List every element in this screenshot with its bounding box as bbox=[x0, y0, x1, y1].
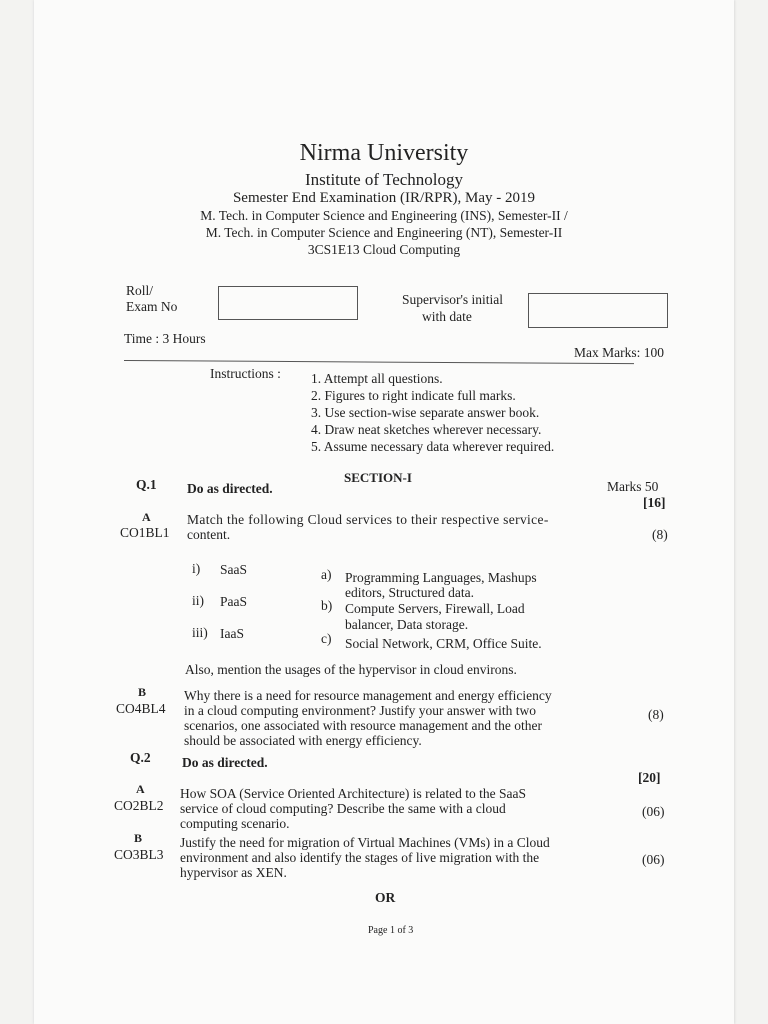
instruction-item: 4. Draw neat sketches wherever necessary. bbox=[311, 422, 542, 437]
match-right-key: b) bbox=[321, 598, 333, 613]
roll-label: Roll/ bbox=[126, 283, 154, 298]
question-title: Do as directed. bbox=[187, 481, 273, 496]
match-right-item: editors, Structured data. bbox=[345, 585, 474, 600]
instruction-item: 3. Use section-wise separate answer book. bbox=[311, 405, 540, 420]
match-left-key: iii) bbox=[192, 625, 208, 640]
course-outcome-code: CO2BL2 bbox=[114, 798, 164, 813]
program-line-1: M. Tech. in Computer Science and Engineering (INS), Semester-II / bbox=[200, 208, 568, 223]
section-title: SECTION-I bbox=[344, 470, 412, 485]
question-text-line: service of cloud computing? Describe the same with a cloud bbox=[180, 801, 506, 816]
supervisor-initial-box[interactable] bbox=[528, 293, 668, 328]
question-text-line: Why there is a need for resource management and energy efficiency bbox=[184, 688, 552, 703]
instruction-item: 2. Figures to right indicate full marks. bbox=[311, 388, 516, 403]
course-title: 3CS1E13 Cloud Computing bbox=[307, 242, 461, 257]
question-text-line: in a cloud computing environment? Justify your answer with two bbox=[184, 703, 537, 718]
question-text-line: environment and also identify the stages of live migration with the bbox=[180, 850, 540, 865]
match-left-item: SaaS bbox=[220, 562, 247, 577]
question-text-line: computing scenario. bbox=[180, 816, 290, 831]
sub-question-label: A bbox=[136, 782, 145, 796]
instruction-item: 5. Assume necessary data wherever required. bbox=[311, 439, 555, 454]
match-left-key: ii) bbox=[192, 593, 204, 608]
exam-page bbox=[34, 0, 734, 1024]
program-line-2: M. Tech. in Computer Science and Engineering (NT), Semester-II bbox=[205, 225, 563, 240]
question-text bbox=[180, 835, 550, 880]
question-title: Do as directed. bbox=[182, 755, 268, 770]
course-outcome-code: CO3BL3 bbox=[114, 847, 164, 862]
match-right-item: Compute Servers, Firewall, Load bbox=[345, 601, 525, 616]
supervisor-label: Supervisor's initial bbox=[402, 292, 504, 307]
course-outcome-code: CO4BL4 bbox=[116, 701, 166, 716]
question-text-line: scenarios, one associated with resource management and the other bbox=[184, 718, 542, 733]
question-text-line: hypervisor as XEN. bbox=[180, 865, 287, 880]
max-marks-label: Max Marks: 100 bbox=[574, 345, 664, 360]
question-marks: (8) bbox=[648, 707, 664, 722]
question-marks: (06) bbox=[642, 804, 665, 819]
course-outcome-code: CO1BL1 bbox=[120, 525, 170, 540]
sub-question-label: A bbox=[142, 510, 151, 524]
match-right-item: Social Network, CRM, Office Suite. bbox=[345, 636, 542, 651]
or-separator: OR bbox=[375, 890, 396, 905]
match-right-key: c) bbox=[321, 631, 332, 646]
question-text bbox=[184, 688, 552, 748]
header-divider bbox=[124, 360, 634, 364]
question-marks: (8) bbox=[652, 527, 668, 542]
sub-question-label: B bbox=[138, 685, 147, 699]
exam-title: Semester End Examination (IR/RPR), May - 2019 bbox=[232, 190, 536, 206]
match-left-key: i) bbox=[192, 561, 201, 576]
question-number: Q.2 bbox=[130, 750, 151, 765]
question-text-line: should be associated with energy efficiency. bbox=[184, 733, 422, 748]
question-marks: (06) bbox=[642, 852, 665, 867]
university-name: Nirma University bbox=[299, 140, 469, 166]
page-number: Page 1 of 3 bbox=[368, 925, 414, 936]
sub-question-label: B bbox=[134, 831, 143, 845]
question-text bbox=[180, 786, 526, 831]
match-left-item: PaaS bbox=[220, 594, 247, 609]
exam-no-label: Exam No bbox=[126, 299, 178, 314]
question-text-line: Justify the need for migration of Virtual Machines (VMs) in a Cloud bbox=[180, 835, 550, 850]
instruction-item: 1. Attempt all questions. bbox=[311, 371, 443, 386]
match-left-item: IaaS bbox=[220, 626, 244, 641]
instructions-label: Instructions : bbox=[210, 366, 281, 381]
match-right-item: balancer, Data storage. bbox=[345, 617, 469, 632]
section-marks: Marks 50 bbox=[607, 479, 659, 494]
question-marks: [20] bbox=[638, 770, 661, 785]
roll-exam-no-box[interactable] bbox=[218, 286, 358, 320]
question-text-line: Also, mention the usages of the hypervisor in cloud environs. bbox=[185, 662, 517, 677]
question-number: Q.1 bbox=[136, 477, 157, 492]
supervisor-date-label: with date bbox=[422, 309, 472, 324]
question-text-line: How SOA (Service Oriented Architecture) is related to the SaaS bbox=[180, 786, 527, 801]
question-marks: [16] bbox=[643, 495, 666, 510]
time-label: Time : 3 Hours bbox=[124, 331, 206, 346]
question-text-line: content. bbox=[187, 527, 231, 542]
match-right-item: Programming Languages, Mashups bbox=[345, 570, 537, 585]
institute-name: Institute of Technology bbox=[304, 170, 464, 189]
question-text-line: Match the following Cloud services to their respective service- bbox=[187, 512, 549, 527]
match-right-key: a) bbox=[321, 567, 332, 582]
